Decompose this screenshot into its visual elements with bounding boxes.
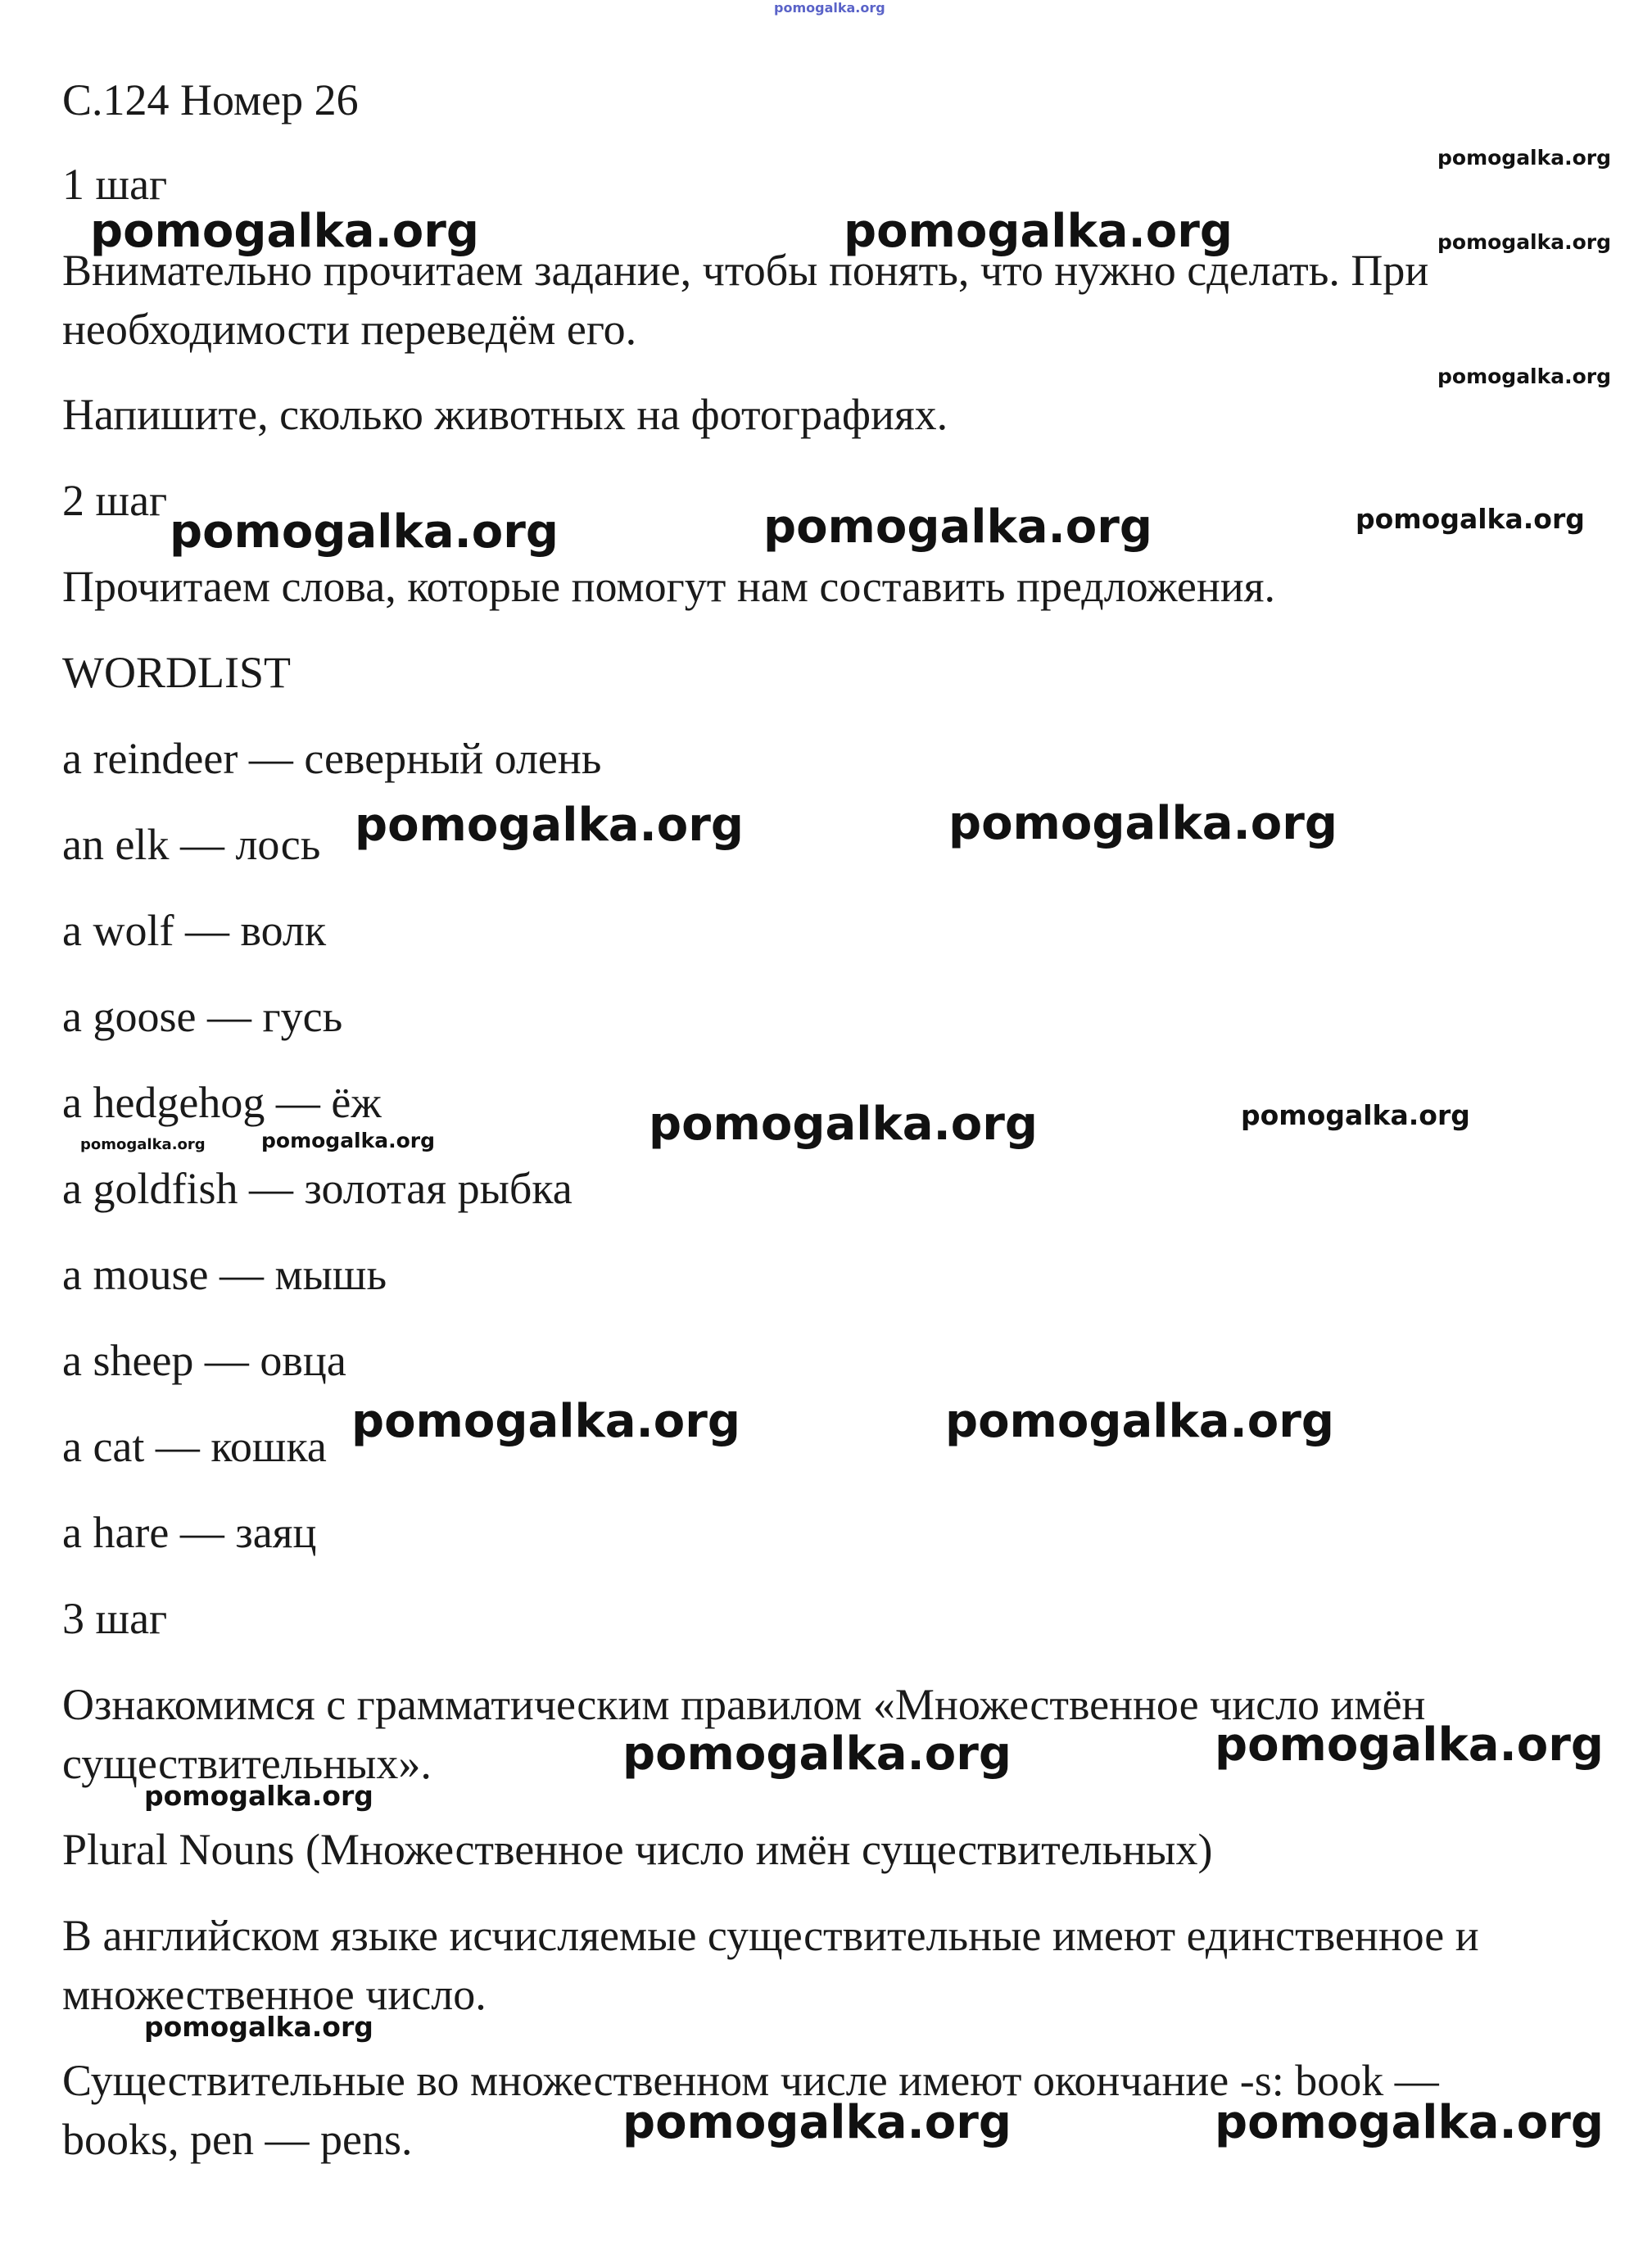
step-2-text: Прочитаем слова, которые помогут нам составить предложения. (62, 562, 1275, 611)
step-1-text-line-2: необходимости переведём его. (62, 305, 637, 354)
step-3-label: 3 шаг (62, 1594, 168, 1643)
watermark: pomogalka.org (144, 1780, 373, 1812)
task-translation: Напишите, сколько животных на фотографиях. (62, 390, 948, 439)
wordlist-item: a sheep — овца (62, 1336, 346, 1385)
watermark: pomogalka.org (144, 2011, 373, 2043)
step-2-label: 2 шаг (62, 476, 168, 525)
wordlist-item: a mouse — мышь (62, 1250, 387, 1299)
watermark: pomogalka.org (1215, 2096, 1604, 2149)
step-3-text-line-2: существительных». (62, 1739, 432, 1788)
watermark: pomogalka.org (948, 797, 1337, 850)
watermark: pomogalka.org (80, 1136, 206, 1153)
wordlist-item: a goose — гусь (62, 992, 343, 1041)
watermark: pomogalka.org (1215, 1718, 1604, 1772)
watermark: pomogalka.org (1437, 146, 1612, 170)
wordlist-item: an elk — лось (62, 820, 321, 869)
watermark: pomogalka.org (1437, 230, 1612, 254)
rule-example-line-2: books, pen — pens. (62, 2115, 413, 2164)
watermark: pomogalka.org (844, 205, 1233, 258)
wordlist-item: a reindeer — северный олень (62, 734, 602, 783)
wordlist-item: a hedgehog — ёж (62, 1078, 382, 1127)
watermark: pomogalka.org (1437, 364, 1612, 388)
step-1-label: 1 шаг (62, 160, 168, 209)
wordlist-item: a cat — кошка (62, 1422, 327, 1471)
wordlist-title: WORDLIST (62, 648, 291, 697)
page-heading: С.124 Номер 26 (62, 75, 359, 124)
plural-nouns-title: Plural Nouns (Множественное число имён существительных) (62, 1825, 1213, 1874)
rule-example-line-1: Существительные во множественном числе имеют окончание -s: book — (62, 2056, 1439, 2105)
watermark: pomogalka.org (351, 1395, 740, 1448)
watermark: pomogalka.org (261, 1129, 436, 1152)
watermark: pomogalka.org (945, 1395, 1334, 1448)
watermark: pomogalka.org (170, 505, 559, 559)
rule-text-line-2: множественное число. (62, 1970, 487, 2019)
watermark: pomogalka.org (90, 205, 479, 258)
watermark: pomogalka.org (1356, 503, 1585, 535)
rule-text-line-1: В английском языке исчисляемые существительные имеют единственное и (62, 1911, 1479, 1960)
wordlist-item: a hare — заяц (62, 1508, 317, 1557)
watermark: pomogalka.org (622, 2096, 1012, 2149)
watermark: pomogalka.org (649, 1098, 1038, 1151)
step-1-text-line-1: Внимательно прочитаем задание, чтобы понять, что нужно сделать. При (62, 246, 1429, 295)
top-watermark: pomogalka.org (774, 0, 885, 16)
watermark: pomogalka.org (763, 500, 1152, 554)
watermark: pomogalka.org (1241, 1099, 1470, 1131)
watermark: pomogalka.org (622, 1727, 1012, 1781)
watermark: pomogalka.org (355, 799, 744, 852)
wordlist-item: a wolf — волк (62, 906, 327, 955)
wordlist-item: a goldfish — золотая рыбка (62, 1164, 573, 1213)
step-3-text-line-1: Ознакомимся с грамматическим правилом «Множественное число имён (62, 1680, 1426, 1729)
